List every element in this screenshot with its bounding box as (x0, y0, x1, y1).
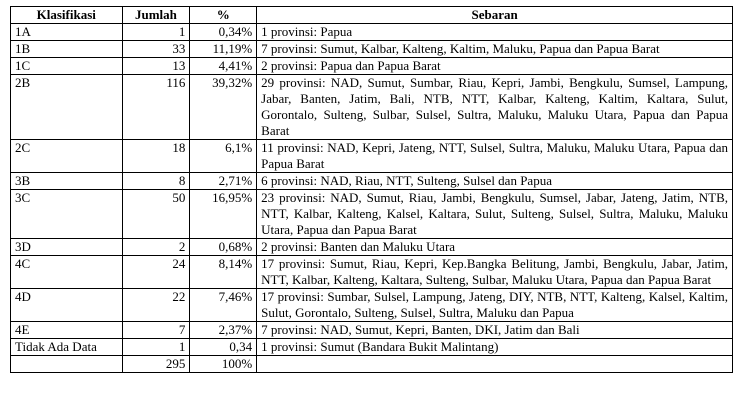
cell-sebaran: 2 provinsi: Papua dan Papua Barat (257, 58, 733, 75)
cell-persen: 39,32% (190, 75, 257, 140)
cell-klasifikasi: 3C (11, 190, 123, 239)
table-wrapper (10, 6, 733, 373)
cell-klasifikasi: 4C (11, 256, 123, 289)
table-row (11, 190, 733, 239)
table-row (11, 173, 733, 190)
cell-jumlah: 8 (122, 173, 190, 190)
cell-sebaran: 2 provinsi: Banten dan Maluku Utara (257, 239, 733, 256)
classification-table (10, 6, 733, 373)
table-row (11, 24, 733, 41)
cell-klasifikasi: 1A (11, 24, 123, 41)
cell-jumlah: 116 (122, 75, 190, 140)
header-row (11, 7, 733, 24)
cell-persen: 6,1% (190, 140, 257, 173)
cell-persen: 11,19% (190, 41, 257, 58)
cell-klasifikasi: 2C (11, 140, 123, 173)
cell-jumlah: 1 (122, 339, 190, 356)
cell-total-sebaran (257, 356, 733, 373)
header-sebaran: Sebaran (257, 7, 733, 24)
cell-sebaran: 23 provinsi: NAD, Sumut, Riau, Jambi, Bengkulu, Sumsel, Jabar, Jateng, Jatim, NTB, NTT, Kalbar, Kalteng, Kalsel, Kaltara, Sulut, Sulteng, Sulsel, Sultra, Maluku, Maluku Utara, Papua dan Papua Barat (257, 190, 733, 239)
cell-persen: 0,34% (190, 24, 257, 41)
table-row (11, 339, 733, 356)
table-row (11, 322, 733, 339)
cell-sebaran: 29 provinsi: NAD, Sumut, Sumbar, Riau, Kepri, Jambi, Bengkulu, Sumsel, Lampung, Jabar, Banten, Jatim, Bali, NTB, NTT, Kalbar, Kalteng, Kaltim, Kaltara, Sulut, Gorontalo, Sulteng, Sulbar, Sulsel, Sultra, Maluku, Maluku Utara, Papua dan Papua Barat (257, 75, 733, 140)
cell-jumlah: 24 (122, 256, 190, 289)
table-row (11, 239, 733, 256)
cell-persen: 0,34 (190, 339, 257, 356)
cell-sebaran: 17 provinsi: Sumbar, Sulsel, Lampung, Jateng, DIY, NTB, NTT, Kalteng, Kalsel, Kaltim, Sulut, Gorontalo, Sulteng, Sulsel, Sultra, Maluku dan Papua (257, 289, 733, 322)
header-persen: % (190, 7, 257, 24)
cell-persen: 16,95% (190, 190, 257, 239)
cell-jumlah: 7 (122, 322, 190, 339)
cell-persen: 2,71% (190, 173, 257, 190)
table-row (11, 41, 733, 58)
table-row (11, 140, 733, 173)
cell-jumlah: 1 (122, 24, 190, 41)
cell-sebaran: 17 provinsi: Sumut, Riau, Kepri, Kep.Bangka Belitung, Jambi, Bengkulu, Jabar, Jatim, NTT, Kalbar, Kalteng, Kaltara, Sulteng, Sulbar, Maluku Utara, Papua dan Papua Barat (257, 256, 733, 289)
cell-persen: 2,37% (190, 322, 257, 339)
cell-klasifikasi: 1B (11, 41, 123, 58)
table-row (11, 256, 733, 289)
cell-klasifikasi: Tidak Ada Data (11, 339, 123, 356)
table-row (11, 75, 733, 140)
table-row (11, 289, 733, 322)
total-row (11, 356, 733, 373)
cell-klasifikasi: 4E (11, 322, 123, 339)
cell-persen: 4,41% (190, 58, 257, 75)
header-jumlah: Jumlah (122, 7, 190, 24)
cell-jumlah: 33 (122, 41, 190, 58)
cell-persen: 8,14% (190, 256, 257, 289)
table-row (11, 58, 733, 75)
cell-jumlah: 18 (122, 140, 190, 173)
cell-klasifikasi: 1C (11, 58, 123, 75)
cell-persen: 7,46% (190, 289, 257, 322)
cell-sebaran: 7 provinsi: Sumut, Kalbar, Kalteng, Kaltim, Maluku, Papua dan Papua Barat (257, 41, 733, 58)
cell-jumlah: 13 (122, 58, 190, 75)
cell-klasifikasi: 3B (11, 173, 123, 190)
cell-klasifikasi: 4D (11, 289, 123, 322)
cell-klasifikasi: 2B (11, 75, 123, 140)
cell-jumlah: 50 (122, 190, 190, 239)
cell-sebaran: 1 provinsi: Sumut (Bandara Bukit Malintang) (257, 339, 733, 356)
header-klasifikasi: Klasifikasi (11, 7, 123, 24)
cell-persen: 0,68% (190, 239, 257, 256)
cell-sebaran: 11 provinsi: NAD, Kepri, Jateng, NTT, Sulsel, Sultra, Maluku, Maluku Utara, Papua dan Papua Barat (257, 140, 733, 173)
cell-sebaran: 1 provinsi: Papua (257, 24, 733, 41)
cell-klasifikasi: 3D (11, 239, 123, 256)
cell-total-jumlah: 295 (122, 356, 190, 373)
cell-total-label (11, 356, 123, 373)
cell-jumlah: 22 (122, 289, 190, 322)
cell-total-persen: 100% (190, 356, 257, 373)
cell-sebaran: 6 provinsi: NAD, Riau, NTT, Sulteng, Sulsel dan Papua (257, 173, 733, 190)
cell-jumlah: 2 (122, 239, 190, 256)
cell-sebaran: 7 provinsi: NAD, Sumut, Kepri, Banten, DKI, Jatim dan Bali (257, 322, 733, 339)
